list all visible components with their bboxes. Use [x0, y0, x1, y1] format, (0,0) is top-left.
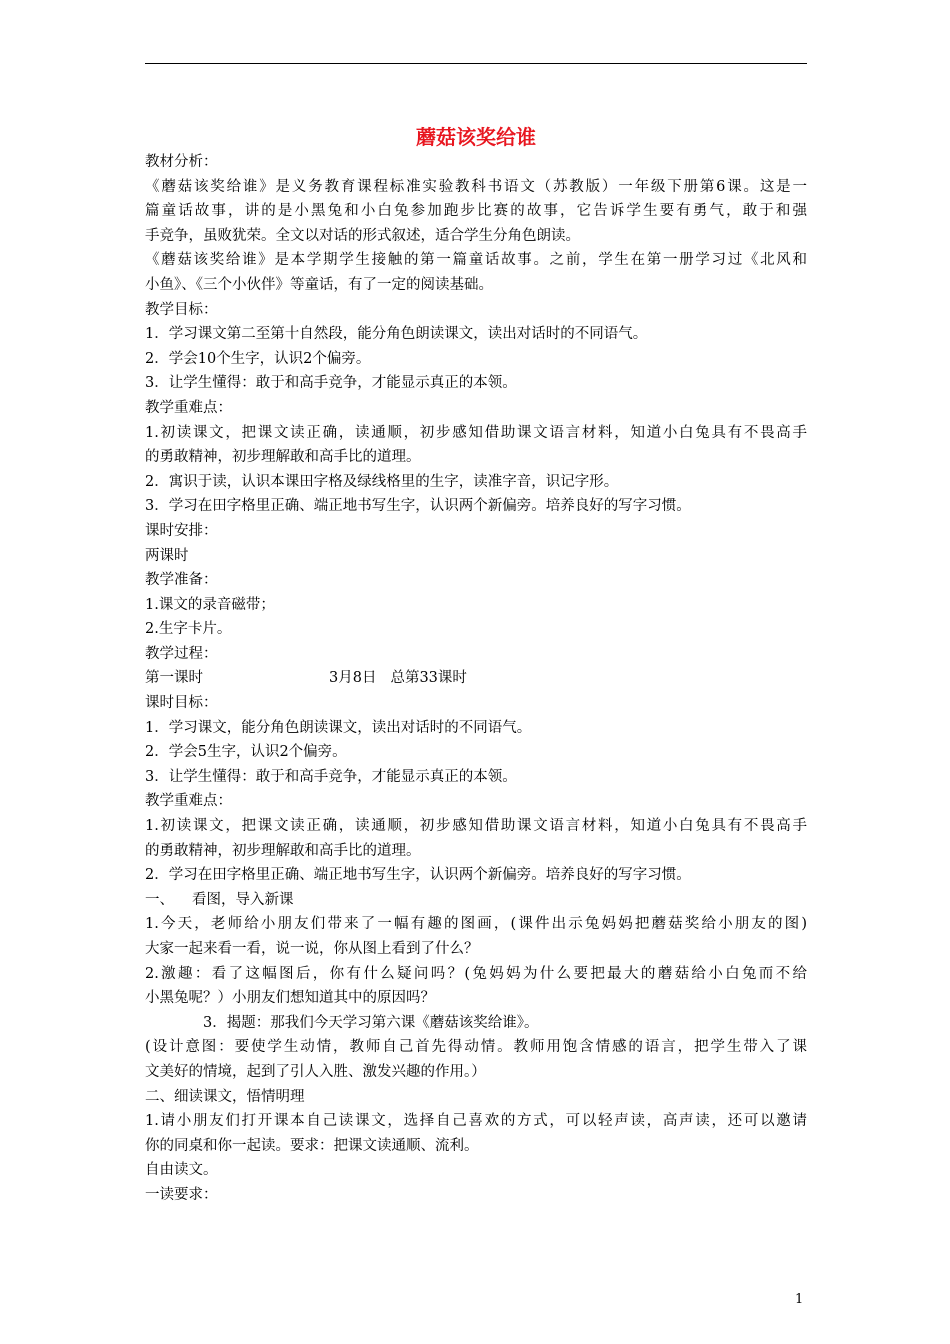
document-title: 蘑菇该奖给谁: [416, 125, 536, 149]
list-item: 2.生字卡片。: [145, 621, 232, 638]
paragraph-line: 自由读文。: [145, 1162, 218, 1179]
lesson-total: 总第33课时: [390, 670, 467, 687]
document-body: [145, 150, 807, 1208]
paragraph-line: 两课时: [145, 547, 189, 564]
section-heading: 教学准备：: [145, 572, 218, 589]
design-note-line: (设计意图：要使学生动情，教师自己首先得动情。教师用饱含情感的语言，把学生带入了课: [145, 1039, 807, 1056]
paragraph-line: 《蘑菇该奖给谁》是义务教育课程标准实验教科书语文（苏教版）一年级下册第6课。这是一: [145, 178, 807, 195]
section-heading: 教学过程：: [145, 645, 218, 662]
list-item: 2．寓识于读，认识本课田字格及绿线格里的生字，读准字音，识记字形。: [145, 473, 619, 490]
paragraph-line: 篇童话故事，讲的是小黑兔和小白兔参加跑步比赛的故事，它告诉学生要有勇气，敢于和强: [145, 203, 807, 220]
header-rule: [145, 63, 807, 64]
list-item: 2．学会10个生字，认识2个偏旁。: [145, 350, 371, 367]
paragraph-line: 1.今天，老师给小朋友们带来了一幅有趣的图画，(课件出示兔妈妈把蘑菇奖给小朋友的图): [145, 916, 807, 933]
lesson-meta-line: [145, 666, 807, 691]
list-item: 3．让学生懂得：敢于和高手竞争，才能显示真正的本领。: [145, 768, 517, 785]
list-item: 2．学会5生字，认识2个偏旁。: [145, 744, 347, 761]
list-item: 3．让学生懂得：敢于和高手竞争，才能显示真正的本领。: [145, 375, 517, 392]
section-heading: 教学重难点：: [145, 793, 232, 810]
paragraph-line: 1.请小朋友们打开课本自己读课文，选择自己喜欢的方式，可以轻声读，高声读，还可以邀请: [145, 1113, 807, 1130]
page-number: 1: [795, 1292, 804, 1307]
list-item: 1.初读课文，把课文读正确，读通顺，初步感知借助课文语言材料，知道小白兔具有不畏高手: [145, 424, 807, 441]
list-item: 1.课文的录音磁带；: [145, 596, 275, 613]
list-item: 2．学习在田字格里正确、端正地书写生字，认识两个新偏旁。培养良好的写字习惯。: [145, 867, 691, 884]
section-heading: 课时目标：: [145, 695, 218, 712]
lesson-date: 3月8日: [329, 670, 377, 687]
list-item: 1.初读课文，把课文读正确，读通顺，初步感知借助课文语言材料，知道小白兔具有不畏高手: [145, 818, 807, 835]
list-item: 的勇敢精神，初步理解敢和高手比的道理。: [145, 449, 421, 466]
section-heading: 教学重难点：: [145, 399, 232, 416]
paragraph-line: 3．揭题：那我们今天学习第六课《蘑菇该奖给谁》。: [203, 1014, 539, 1031]
step-title: 看图，导入新课: [192, 891, 294, 908]
lesson-label: 第一课时: [145, 670, 203, 687]
list-item: 的勇敢精神，初步理解敢和高手比的道理。: [145, 842, 421, 859]
design-note-line: 文美好的情境，起到了引人入胜、激发兴趣的作用。）: [145, 1063, 486, 1080]
paragraph-line: 大家一起来看一看，说一说，你从图上看到了什么？: [145, 941, 479, 957]
section-heading: 教材分析：: [145, 154, 218, 170]
paragraph-line: 《蘑菇该奖给谁》是本学期学生接触的第一篇童话故事。之前，学生在第一册学习过《北风和: [145, 252, 807, 269]
step-heading: [145, 888, 807, 913]
list-item: 3．学习在田字格里正确、端正地书写生字，认识两个新偏旁。培养良好的写字习惯。: [145, 498, 691, 515]
paragraph-line: 一读要求：: [145, 1186, 218, 1203]
section-heading: 课时安排：: [145, 522, 218, 539]
step-number: 一、: [145, 891, 174, 908]
list-item: 1．学习课文第二至第十自然段，能分角色朗读课文，读出对话时的不同语气。: [145, 326, 648, 343]
list-item: 1．学习课文，能分角色朗读课文，读出对话时的不同语气。: [145, 719, 532, 736]
paragraph-line: 手竞争，虽败犹荣。全文以对话的形式叙述，适合学生分角色朗读。: [145, 227, 580, 244]
paragraph-line: 小黑兔呢？）小朋友们想知道其中的原因吗？: [145, 990, 435, 1007]
paragraph-line: 你的同桌和你一起读。要求：把课文读通顺、流利。: [145, 1137, 479, 1154]
paragraph-line: 2.激趣：看了这幅图后，你有什么疑问吗？(兔妈妈为什么要把最大的蘑菇给小白兔而不给: [145, 965, 807, 982]
step-heading: 二、细读课文，悟情明理: [145, 1088, 305, 1105]
paragraph-line: 小鱼》、《三个小伙伴》等童话，有了一定的阅读基础。: [145, 276, 493, 293]
section-heading: 教学目标：: [145, 301, 218, 318]
